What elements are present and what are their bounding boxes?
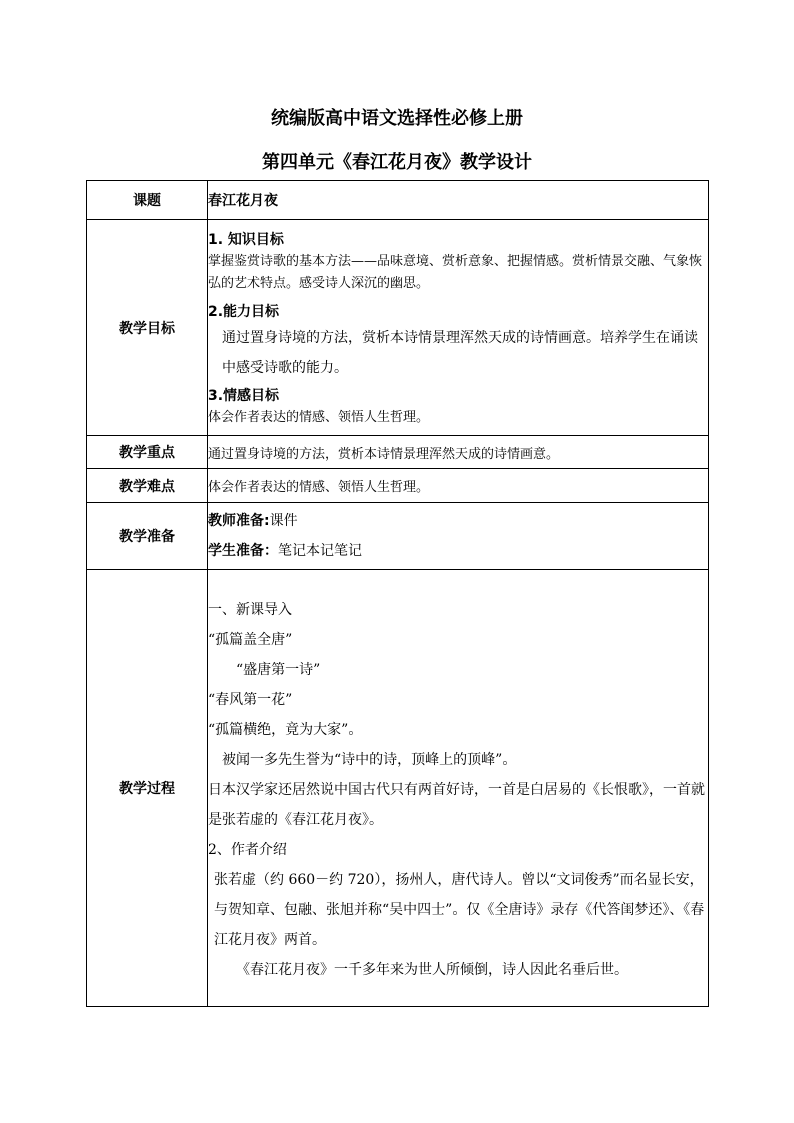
table-row-preparation <box>87 503 709 570</box>
knowledge-goal-text: 掌握鉴赏诗歌的基本方法——品味意境、赏析意象、把握情感。赏析情景交融、气象恢弘的艺术特点。感受诗人深沉的幽思。 <box>208 253 703 291</box>
table-row-process <box>87 570 709 1007</box>
goals-content <box>208 220 709 436</box>
process-line: 被闻一多先生誉为“诗中的诗，顶峰上的顶峰”。 <box>222 751 517 768</box>
lesson-plan-table <box>86 180 709 1007</box>
process-line: “孤篇盖全唐” <box>208 631 293 648</box>
student-preparation-label: 学生准备： <box>208 543 278 559</box>
emotion-goal-title: 3.情感目标 <box>208 387 280 404</box>
preparation-content <box>208 503 709 570</box>
process-line: 一、新课导入 <box>208 601 292 618</box>
table-row-goals <box>87 220 709 436</box>
goals-label: 教学目标 <box>87 220 208 436</box>
table-row-key-points <box>87 436 709 469</box>
teacher-preparation <box>208 506 708 536</box>
topic-value: 春江花月夜 <box>208 181 709 220</box>
knowledge-goal-title: 1. 知识目标 <box>208 231 284 248</box>
key-points-label: 教学重点 <box>87 436 208 469</box>
emotion-goal-text: 体会作者表达的情感、领悟人生哲理。 <box>208 409 430 425</box>
process-label: 教学过程 <box>87 570 208 1007</box>
table-row-topic <box>87 181 709 220</box>
difficulties-label: 教学难点 <box>87 469 208 503</box>
teacher-preparation-value: 课件 <box>269 513 298 529</box>
preparation-label: 教学准备 <box>87 503 208 570</box>
process-line: 张若虚（约 660－约 720），扬州人，唐代诗人。曾以“文词俊秀”而名显长安，与贺知章、包融、张旭并称“吴中四士”。仅《全唐诗》录存《代答闺梦还》、《春江花月夜》两首。 <box>214 871 705 948</box>
difficulties-value: 体会作者表达的情感、领悟人生哲理。 <box>208 469 709 503</box>
process-line: 《春江花月夜》一千多年来为世人所倾倒，诗人因此名垂后世。 <box>236 961 628 978</box>
document-subtitle: 第四单元《春江花月夜》教学设计 <box>262 152 532 173</box>
process-line: 日本汉学家还居然说中国古代只有两首好诗，一首是白居易的《长恨歌》，一首就是张若虚的《春江花月夜》。 <box>208 781 705 828</box>
process-line: “盛唐第一诗” <box>236 661 321 678</box>
process-line: “春风第一花” <box>208 691 293 708</box>
process-line: “孤篇横绝，竟为大家”。 <box>208 721 363 738</box>
topic-label: 课题 <box>87 181 208 220</box>
process-line: 2、作者介绍 <box>208 841 287 858</box>
table-row-difficulties <box>87 469 709 503</box>
teacher-preparation-label: 教师准备: <box>208 513 270 529</box>
ability-goal-title: 2.能力目标 <box>208 303 280 320</box>
student-preparation-value: 笔记本记笔记 <box>278 543 362 559</box>
key-points-value: 通过置身诗境的方法，赏析本诗情景理浑然天成的诗情画意。 <box>208 436 709 469</box>
document-title: 统编版高中语文选择性必修上册 <box>271 108 523 129</box>
student-preparation <box>208 536 708 566</box>
process-content <box>208 570 709 1007</box>
ability-goal-text: 通过置身诗境的方法，赏析本诗情景理浑然天成的诗情画意。培养学生在诵读中感受诗歌的能力。 <box>222 329 698 376</box>
